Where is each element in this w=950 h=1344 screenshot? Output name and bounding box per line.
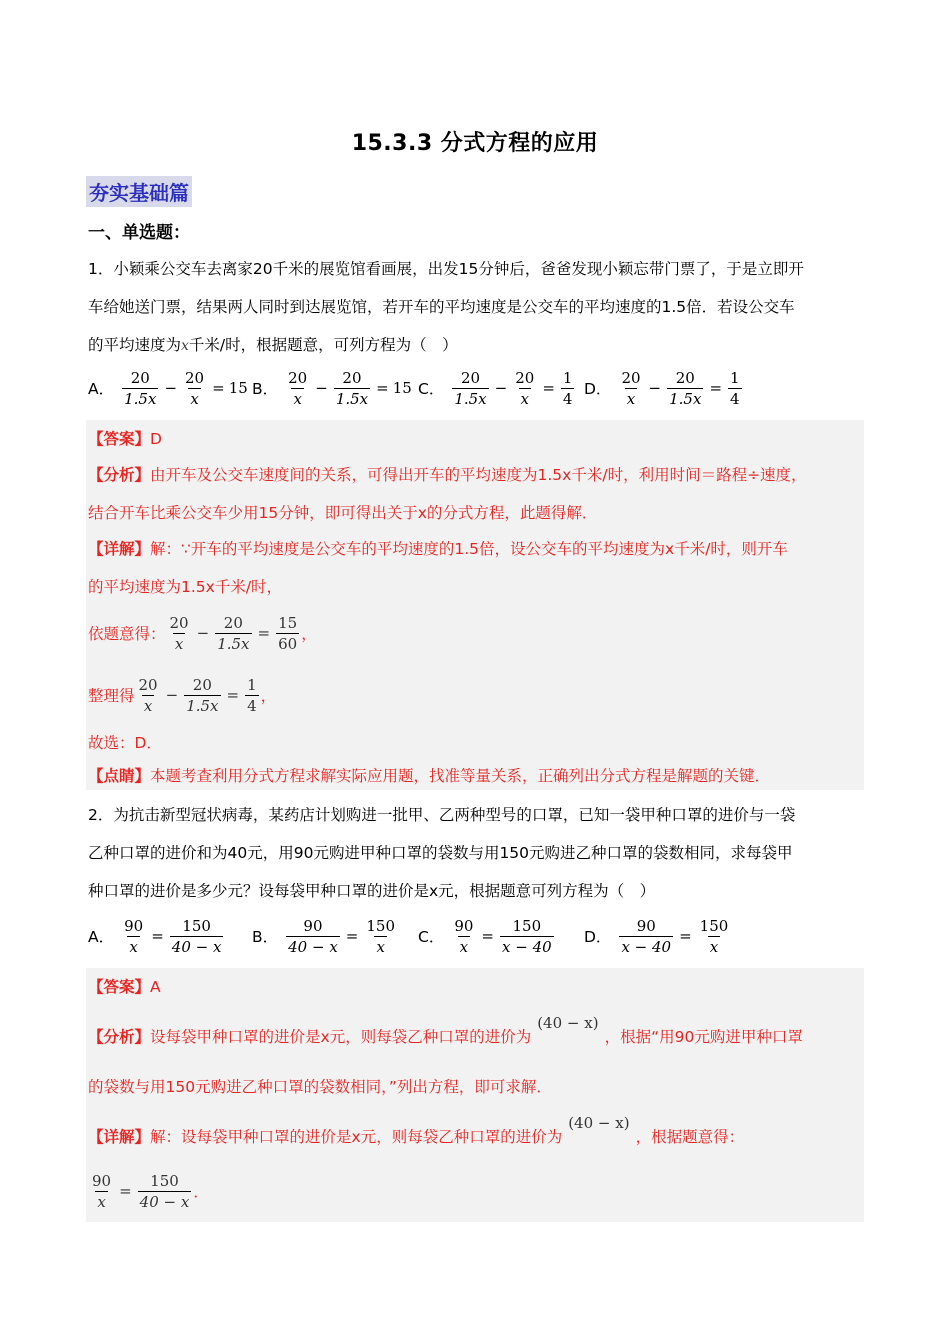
q2-analysis-cont: 的袋数与用150元购进乙种口罩的袋数相同，”列出方程，即可求解．: [88, 1078, 552, 1096]
q1-option-a[interactable]: A． $\frac{20}{1.5x}$ − $\frac{20}{x}$ = 15: [88, 368, 248, 408]
q1-equation-1: 依题意得： $\frac{20}{x}$ − $\frac{20}{1.5x}$ = $\frac{15}{60}$ ，: [88, 613, 317, 653]
q2-stem: [88, 796, 864, 910]
q2-number: 2．: [88, 806, 114, 824]
q1-stem: [88, 250, 864, 365]
q1-analysis-cont: 结合开车比乘公交车少用15分钟，即可得出关于x的分式方程，此题得解．: [88, 504, 598, 522]
q2-option-c[interactable]: C． $\frac{90}{x}$ = $\frac{150}{x - 40}$: [418, 916, 552, 956]
q2-option-d[interactable]: D． $\frac{90}{x - 40}$ = $\frac{150}{x}$: [584, 916, 729, 956]
q1-answer: 【答案】D: [88, 430, 162, 448]
q2-line1: 2．为抗击新型冠状病毒，某药店计划购进一批甲、乙两种型号的口罩，已知一袋甲种口罩的进价与一袋: [88, 806, 796, 824]
q2-detail: 【详解】解：设每袋甲种口罩的进价是x元，则每袋乙种口罩的进价为(40 − x)，根据题意得：: [88, 1114, 745, 1146]
q2-detail-paren: (40 − x): [568, 1114, 630, 1132]
q1-line1: 1．小颖乘公交车去离家20千米的展览馆看画展，出发15分钟后，爸爸发现小颖忘带门票了，于是立即开: [88, 260, 804, 278]
q1-number: 1．: [88, 260, 114, 278]
q2-equation: $\frac{90}{x}$ = $\frac{150}{40 - x}$ ．: [92, 1171, 209, 1211]
page-title: 15.3.3 分式方程的应用: [351, 131, 599, 156]
q1-option-c[interactable]: C． $\frac{20}{1.5x}$ − $\frac{20}{x}$ = $\frac{1}{4}$: [418, 368, 573, 408]
question-type-heading: 一、单选题：: [88, 223, 190, 243]
q1-equation-2: 整理得 $\frac{20}{x}$ − $\frac{20}{1.5x}$ = $\frac{1}{4}$ ，: [88, 675, 277, 715]
q1-analysis: 【分析】由开车及公交车速度间的关系，可得出开车的平均速度为1.5x千米/时，利用时间＝路程÷速度，: [88, 466, 807, 484]
q2-paren-expression: (40 − x): [537, 1014, 599, 1032]
q1-options: [88, 362, 864, 414]
q1-detail-cont: 的平均速度为1.5x千米/时，: [88, 578, 283, 596]
q1-line2: 车给她送门票，结果两人同时到达展览馆，若开车的平均速度是公交车的平均速度的1.5倍．若设公交车: [88, 298, 795, 316]
q2-analysis: 【分析】设每袋甲种口罩的进价是x元，则每袋乙种口罩的进价为(40 − x)，根据“用90元购进甲种口罩: [88, 1014, 803, 1046]
q2-option-a[interactable]: A． $\frac{90}{x}$ = $\frac{150}{40 - x}$: [88, 916, 222, 956]
q1-detail: 【详解】解：∵开车的平均速度是公交车的平均速度的1.5倍，设公交车的平均速度为x千米/时，则开车: [88, 540, 788, 558]
q2-answer-block: [86, 968, 864, 1222]
q1-line3: 的平均速度为x千米/时，根据题意，可列方程为（ ）: [88, 336, 458, 354]
q1-option-d[interactable]: D． $\frac{20}{x}$ − $\frac{20}{1.5x}$ = $\frac{1}{4}$: [584, 368, 740, 408]
q1-comment: 【点睛】本题考查利用分式方程求解实际应用题，找准等量关系，正确列出分式方程是解题的关键．: [88, 767, 771, 785]
q2-option-b[interactable]: B． $\frac{90}{40 - x}$ = $\frac{150}{x}$: [252, 916, 396, 956]
q1-choice: 故选：D．: [88, 734, 162, 752]
q2-line2: 乙种口罩的进价和为40元，用90元购进甲种口罩的袋数与用150元购进乙种口罩的袋数相同，求每袋甲: [88, 844, 793, 862]
q2-line3: 种口罩的进价是多少元？设每袋甲种口罩的进价是x元，根据题意可列方程为（ ）: [88, 882, 656, 900]
q1-answer-block: [86, 420, 864, 790]
section-heading: 夯实基础篇: [86, 176, 192, 207]
q2-options: [88, 910, 864, 962]
q2-answer: 【答案】A: [88, 978, 161, 996]
q1-option-b[interactable]: B． $\frac{20}{x}$ − $\frac{20}{1.5x}$ = 15: [252, 368, 412, 408]
